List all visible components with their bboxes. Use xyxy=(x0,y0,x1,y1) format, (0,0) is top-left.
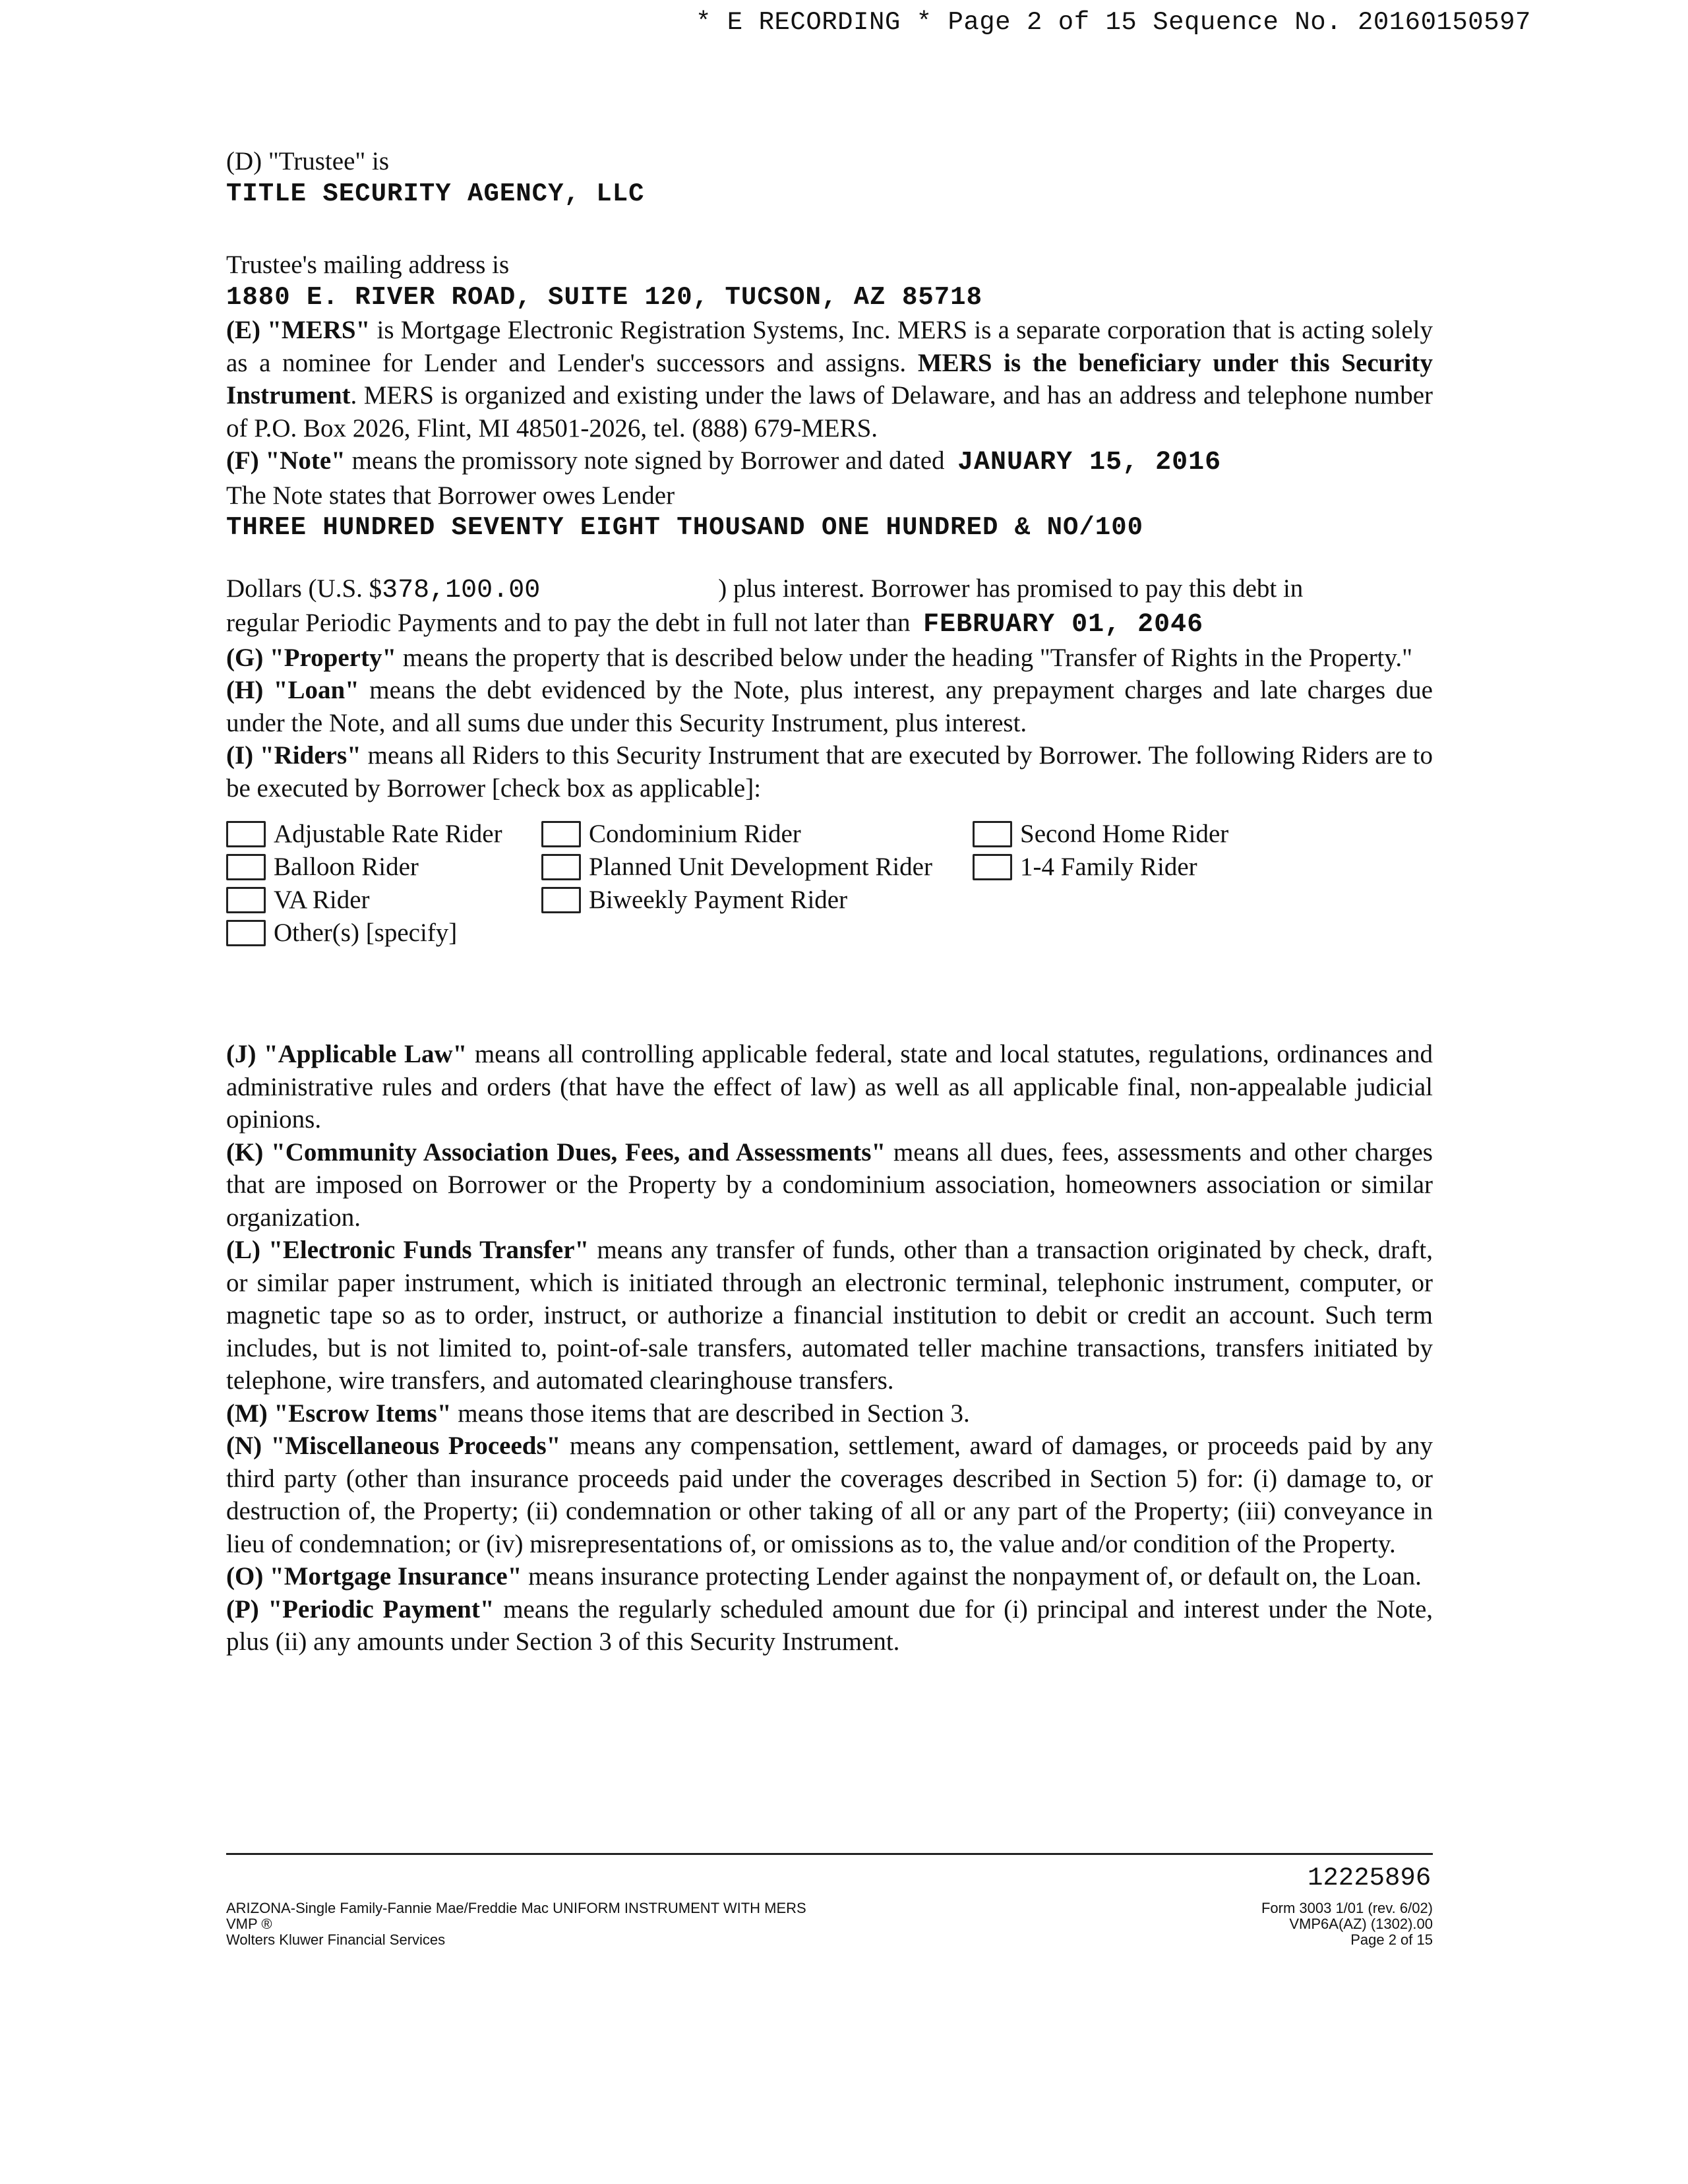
trustee-name: TITLE SECURITY AGENCY, LLC xyxy=(226,179,645,208)
definition-mortgage-insurance: (O) "Mortgage Insurance" means insurance protecting Lender against the nonpayment of, or default on, the Loan. xyxy=(226,1562,1422,1591)
definition-applicable-law: (J) "Applicable Law" means all controlling applicable federal, state and local statutes, regulations, ordinances and administrative rules and orders (that have the effect of law) as well as all applicable final, non-appealable judicial opinions. xyxy=(226,1040,1433,1134)
rider-biweekly-payment[interactable]: Biweekly Payment Rider xyxy=(541,885,847,915)
riders-checklist xyxy=(226,819,1433,972)
footer-vmp-mark: VMP ® xyxy=(226,1916,272,1932)
recording-header: * E RECORDING * Page 2 of 15 Sequence No. 20160150597 xyxy=(696,8,1531,37)
footer-form-code: VMP6A(AZ) (1302).00 xyxy=(1289,1916,1433,1932)
definition-miscellaneous-proceeds: (N) "Miscellaneous Proceeds" means any compensation, settlement, award of damages, or proceeds paid by any third party (other than insurance proceeds paid under the coverages described in Section 5) for: (i) damage to, or destruction of, the Property; (ii) condemnation or other taking of all or any part of the Property; (iii) conveyance in lieu of condemnation; or (iv) misrepresentations of, or omissions as to, the value and/or condition of the Property. xyxy=(226,1432,1433,1558)
footer-left xyxy=(226,1900,806,1948)
document-body xyxy=(226,145,1433,1658)
note-date: JANUARY 15, 2016 xyxy=(957,448,1222,477)
rider-other[interactable]: Other(s) [specify] xyxy=(226,918,457,948)
checkbox[interactable] xyxy=(541,821,581,847)
mers-beneficiary-statement: MERS is the beneficiary under this Security Instrument xyxy=(226,348,1433,410)
note-maturity-line: regular Periodic Payments and to pay the debt in full not later than FEBRUARY 01, 2046 xyxy=(226,609,1204,640)
rider-condominium[interactable]: Condominium Rider xyxy=(541,819,801,849)
footer-right xyxy=(1261,1900,1433,1948)
checkbox[interactable] xyxy=(973,821,1012,847)
note-amount: 378,100.00 xyxy=(382,575,541,605)
definition-periodic-payment: (P) "Periodic Payment" means the regularly scheduled amount due for (i) principal and interest under the Note, plus (ii) any amounts under Section 3 of this Security Instrument. xyxy=(226,1594,1433,1656)
checkbox[interactable] xyxy=(226,887,266,913)
footer-instrument-title: ARIZONA-Single Family-Fannie Mae/Freddie Mac UNIFORM INSTRUMENT WITH MERS xyxy=(226,1900,806,1916)
rider-va[interactable]: VA Rider xyxy=(226,885,370,915)
checkbox[interactable] xyxy=(226,920,266,946)
footer-page-number: Page 2 of 15 xyxy=(1350,1931,1433,1948)
definition-riders-term: (I) "Riders" xyxy=(226,741,361,770)
definition-property-term: (G) "Property" xyxy=(226,643,397,672)
footer-divider xyxy=(226,1853,1433,1855)
rider-planned-unit-development[interactable]: Planned Unit Development Rider xyxy=(541,852,932,882)
definition-mers: (E) "MERS" is Mortgage Electronic Registration Systems, Inc. MERS is a separate corporation that is acting solely as a nominee for Lender and Lender's successors and assigns. MERS is the beneficiary under this Security Instrument. MERS is organized and existing under the laws of Delaware, and has an address and telephone number of P.O. Box 2026, Flint, MI 48501-2026, tel. (888) 679-MERS. xyxy=(226,316,1433,442)
checkbox[interactable] xyxy=(541,887,581,913)
note-dollars-line: Dollars (U.S. $378,100.00 ) plus interest. Borrower has promised to pay this debt in xyxy=(226,574,1304,605)
note-maturity-date: FEBRUARY 01, 2046 xyxy=(923,610,1204,640)
trustee-mailing-label: Trustee's mailing address is xyxy=(226,251,510,279)
checkbox[interactable] xyxy=(226,821,266,847)
trustee-address: 1880 E. RIVER ROAD, SUITE 120, TUCSON, AZ 85718 xyxy=(226,282,982,312)
definition-note: (F) "Note" means the promissory note signed by Borrower and dated JANUARY 15, 2016 xyxy=(226,446,1222,477)
note-amount-words: THREE HUNDRED SEVENTY EIGHT THOUSAND ONE HUNDRED & NO/100 xyxy=(226,513,1144,542)
footer-form-number: Form 3003 1/01 (rev. 6/02) xyxy=(1261,1900,1433,1916)
checkbox[interactable] xyxy=(541,854,581,880)
definition-note-term: (F) "Note" xyxy=(226,446,346,475)
checkbox[interactable] xyxy=(226,854,266,880)
trustee-heading: (D) "Trustee" is xyxy=(226,147,390,175)
definition-loan: (H) "Loan" means the debt evidenced by the Note, plus interest, any prepayment charges and late charges due under the Note, and all sums due under this Security Instrument, plus interest. xyxy=(226,676,1433,737)
rider-second-home[interactable]: Second Home Rider xyxy=(973,819,1228,849)
rider-1-4-family[interactable]: 1-4 Family Rider xyxy=(973,852,1197,882)
definition-community-association-dues: (K) "Community Association Dues, Fees, and Assessments" means all dues, fees, assessments and other charges that are imposed on Borrower or the Property by a condominium association, homeowners association or similar organization. xyxy=(226,1138,1433,1232)
definition-mers-term: (E) "MERS" xyxy=(226,316,371,344)
definition-loan-term: (H) "Loan" xyxy=(226,676,359,704)
definition-property: (G) "Property" means the property that is described below under the heading "Transfer of Rights in the Property." xyxy=(226,643,1413,672)
definition-electronic-funds-transfer: (L) "Electronic Funds Transfer" means any transfer of funds, other than a transaction originated by check, draft, or similar paper instrument, which is initiated through an electronic terminal, telephonic instrument, computer, or magnetic tape so as to order, instruct, or authorize a financial institution to debit or credit an account. Such term includes, but is not limited to, point-of-sale transfers, automated teller machine transactions, transfers initiated by telephone, wire transfers, and automated clearinghouse transfers. xyxy=(226,1236,1433,1395)
checkbox[interactable] xyxy=(973,854,1012,880)
footer-publisher: Wolters Kluwer Financial Services xyxy=(226,1931,446,1948)
rider-balloon[interactable]: Balloon Rider xyxy=(226,852,419,882)
loan-number: 12225896 xyxy=(1308,1864,1432,1893)
definition-riders: (I) "Riders" means all Riders to this Security Instrument that are executed by Borrower. The following Riders are to be executed by Borrower [check box as applicable]: xyxy=(226,741,1433,803)
rider-adjustable-rate[interactable]: Adjustable Rate Rider xyxy=(226,819,502,849)
note-owes-label: The Note states that Borrower owes Lender xyxy=(226,481,675,510)
definition-escrow-items: (M) "Escrow Items" means those items that are described in Section 3. xyxy=(226,1399,970,1428)
